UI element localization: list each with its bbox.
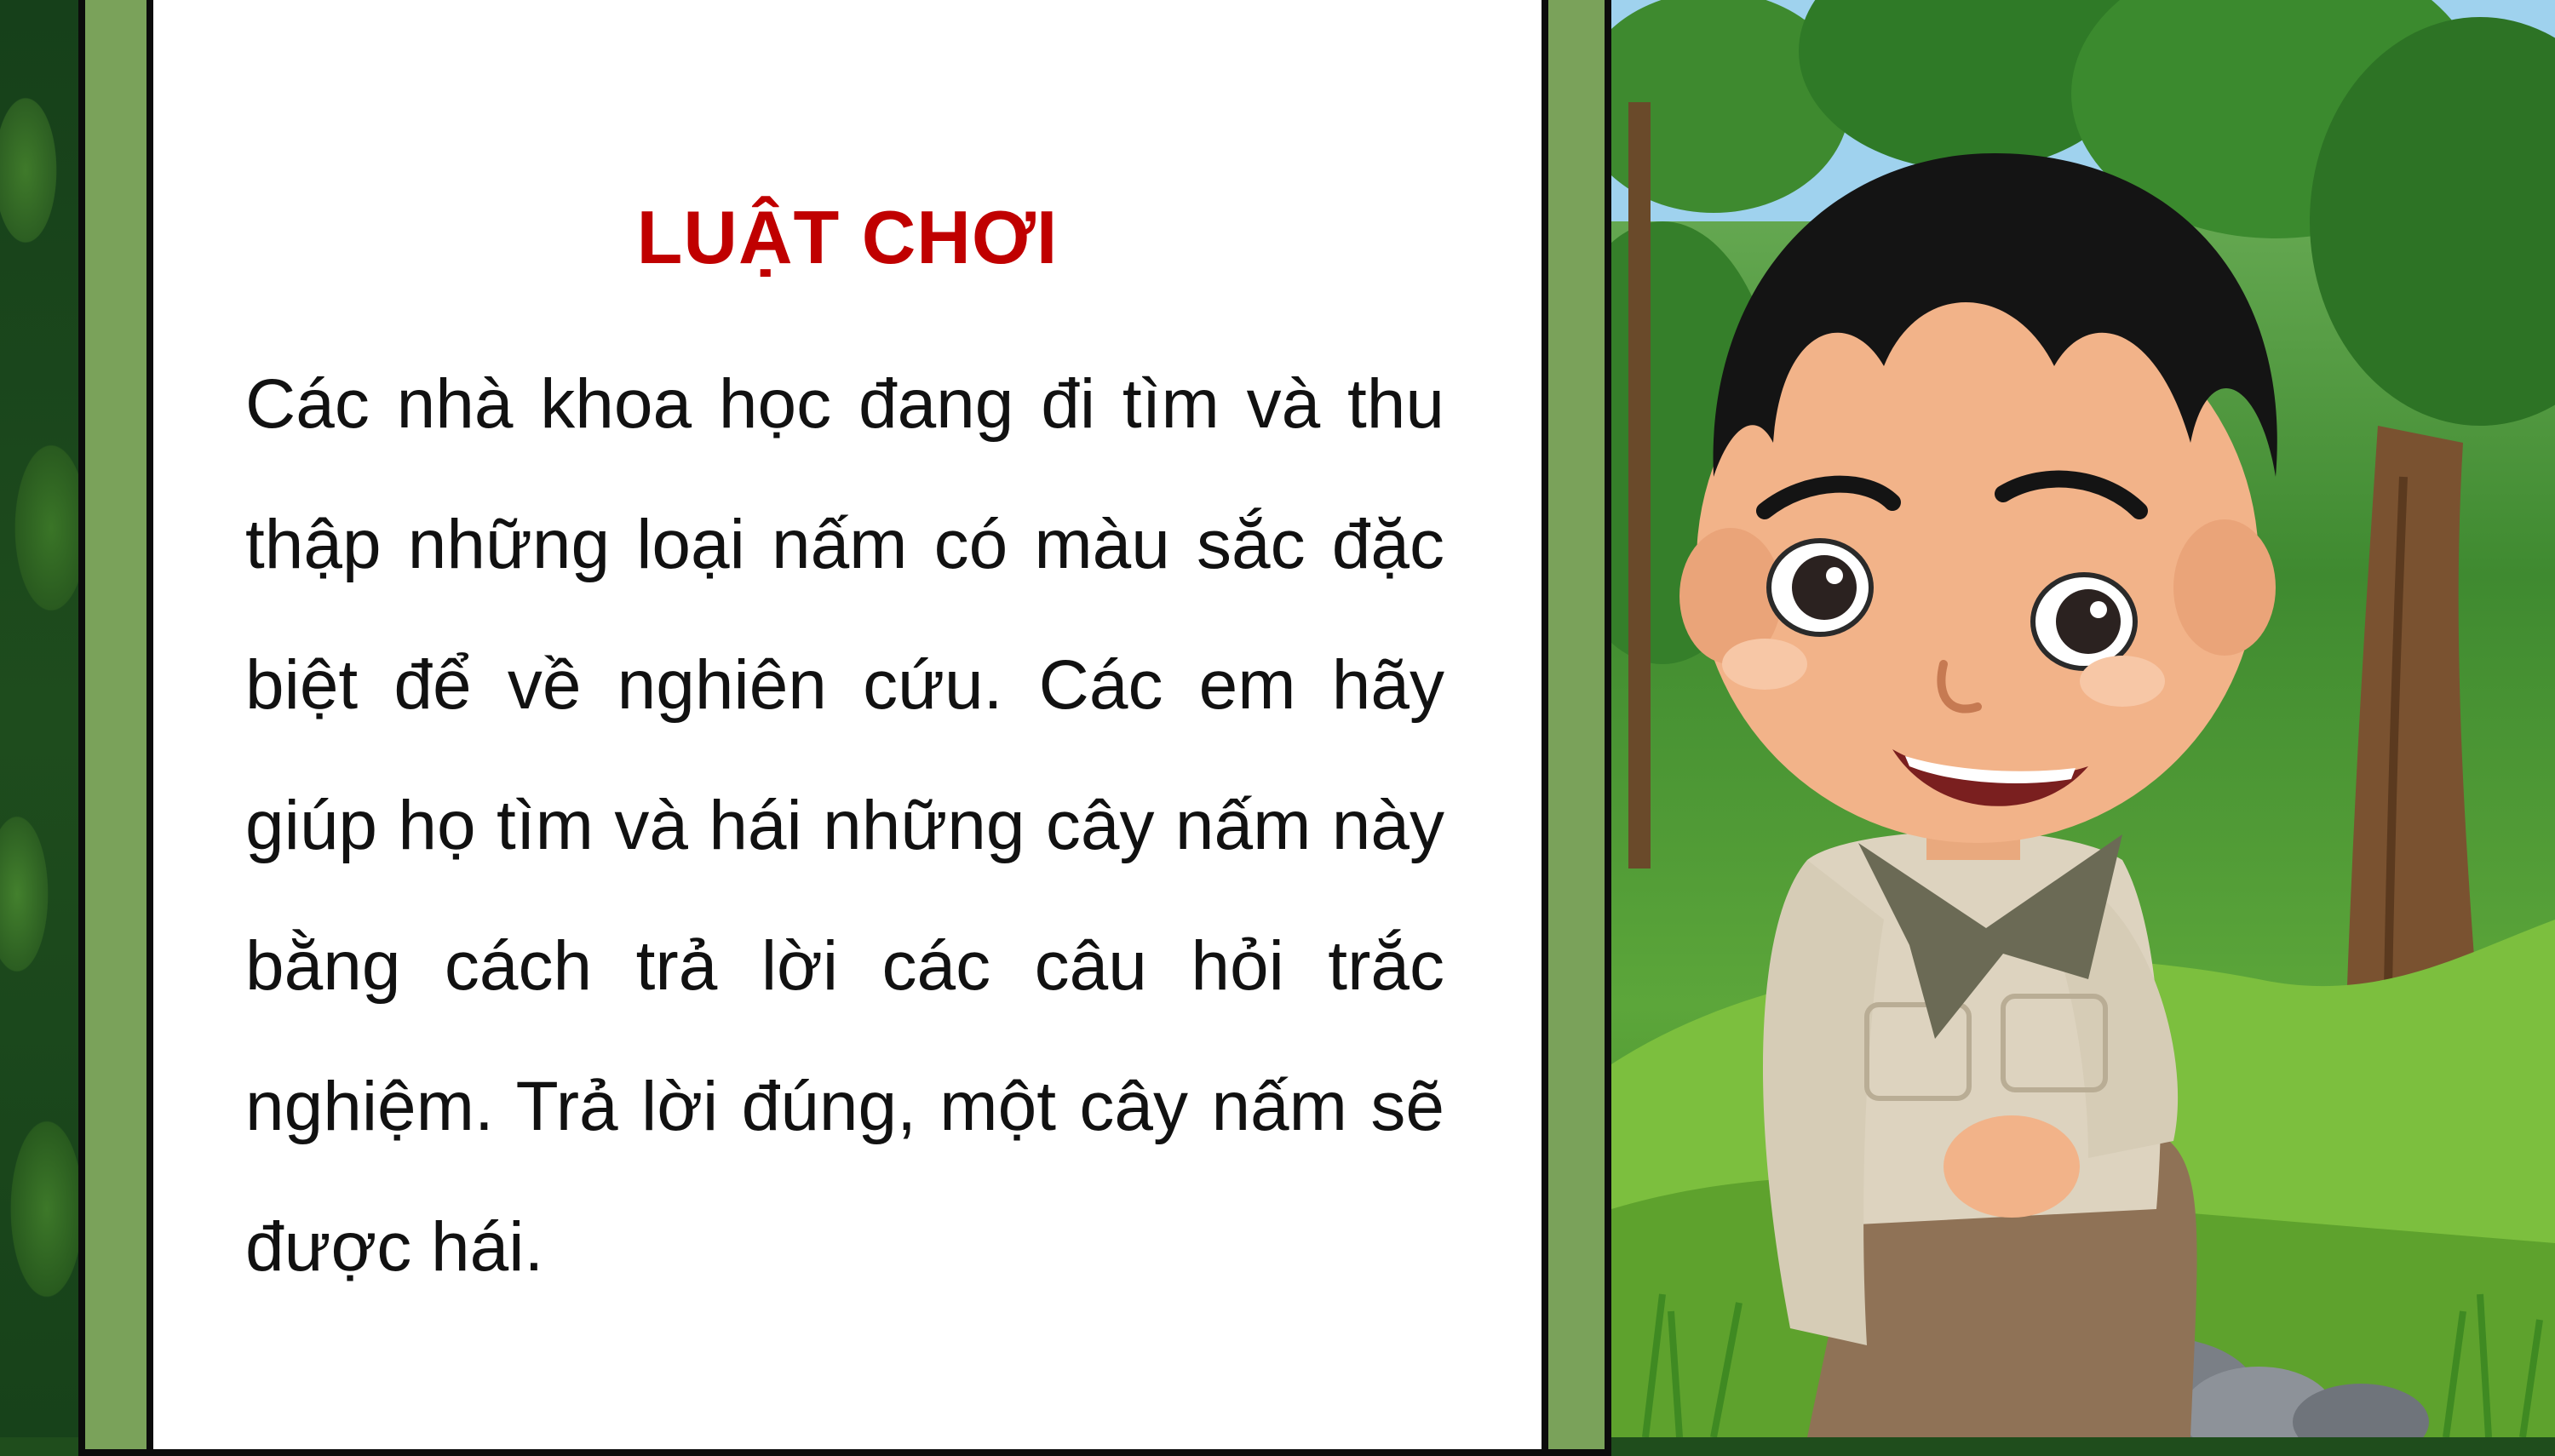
boy-ear	[2173, 519, 2276, 656]
forest-scene	[1611, 0, 2555, 1437]
boy-hand	[1944, 1115, 2080, 1218]
tree-trunk	[1628, 102, 1651, 868]
rules-title: LUẬT CHƠI	[636, 195, 1059, 279]
rules-text: Các nhà khoa học đang đi tìm và thu thập những loại nấm có màu sắc đặc biệt để về nghiên cứu. Các em hãy giúp họ tìm và hái những cây nấm này bằng cách trả lời các câu hỏi trắc nghiệm. Trả lời đúng, một cây nấm sẽ được hái.	[245, 365, 1444, 1286]
forest-illustration	[1611, 0, 2555, 1437]
jungle-foliage-left	[0, 0, 85, 1437]
